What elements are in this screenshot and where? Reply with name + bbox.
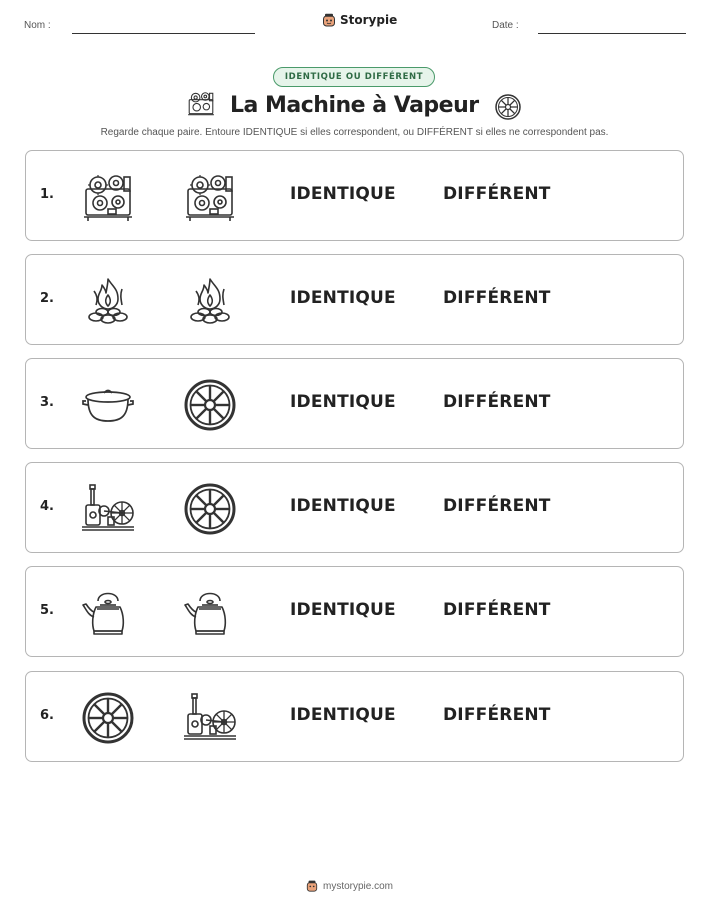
row-number: 2.: [40, 291, 54, 306]
different-option[interactable]: DIFFÉRENT: [443, 184, 551, 204]
name-label: Nom :: [24, 20, 51, 31]
brand-name: Storypie: [340, 13, 398, 27]
steam-engine-icon: [186, 89, 216, 119]
storypie-mascot-icon: [322, 13, 336, 27]
comparison-row: [25, 358, 684, 449]
date-line[interactable]: [538, 33, 686, 34]
brand-logo: [322, 13, 397, 27]
instructions: Regarde chaque paire. Entoure IDENTIQUE si elles correspondent, ou DIFFÉRENT si elles ne correspondent pas.: [100, 127, 609, 138]
wheel-icon: [80, 690, 136, 746]
steam-engine-icon: [80, 169, 136, 225]
steam-engine-icon: [182, 169, 238, 225]
worksheet-type-badge: IDENTIQUE OU DIFFÉRENT: [273, 67, 435, 87]
identique-option[interactable]: IDENTIQUE: [290, 392, 396, 412]
name-line[interactable]: [72, 33, 255, 34]
page-title: La Machine à Vapeur: [230, 93, 479, 118]
different-option[interactable]: DIFFÉRENT: [443, 705, 551, 725]
wheel-icon: [182, 377, 238, 433]
row-number: 3.: [40, 395, 54, 410]
comparison-row: [25, 150, 684, 241]
steam-locomotive-engine-icon: [80, 481, 136, 537]
different-option[interactable]: DIFFÉRENT: [443, 600, 551, 620]
wheel-icon: [182, 481, 238, 537]
footer-url: mystorypie.com: [323, 880, 394, 892]
wheel-icon: [494, 93, 522, 121]
row-number: 6.: [40, 708, 54, 723]
comparison-row: [25, 566, 684, 657]
identique-option[interactable]: IDENTIQUE: [290, 288, 396, 308]
footer-brand: [306, 880, 393, 892]
pot-icon: [80, 377, 136, 433]
storypie-mascot-icon: [306, 880, 318, 892]
campfire-icon: [80, 273, 136, 329]
row-number: 4.: [40, 499, 54, 514]
comparison-row: [25, 254, 684, 345]
row-number: 5.: [40, 603, 54, 618]
different-option[interactable]: DIFFÉRENT: [443, 496, 551, 516]
kettle-icon: [182, 585, 238, 641]
different-option[interactable]: DIFFÉRENT: [443, 392, 551, 412]
comparison-row: [25, 462, 684, 553]
campfire-icon: [182, 273, 238, 329]
identique-option[interactable]: IDENTIQUE: [290, 705, 396, 725]
identique-option[interactable]: IDENTIQUE: [290, 184, 396, 204]
row-number: 1.: [40, 187, 54, 202]
kettle-icon: [80, 585, 136, 641]
identique-option[interactable]: IDENTIQUE: [290, 600, 396, 620]
date-label: Date :: [492, 20, 519, 31]
identique-option[interactable]: IDENTIQUE: [290, 496, 396, 516]
different-option[interactable]: DIFFÉRENT: [443, 288, 551, 308]
steam-locomotive-engine-icon: [182, 690, 238, 746]
comparison-row: [25, 671, 684, 762]
